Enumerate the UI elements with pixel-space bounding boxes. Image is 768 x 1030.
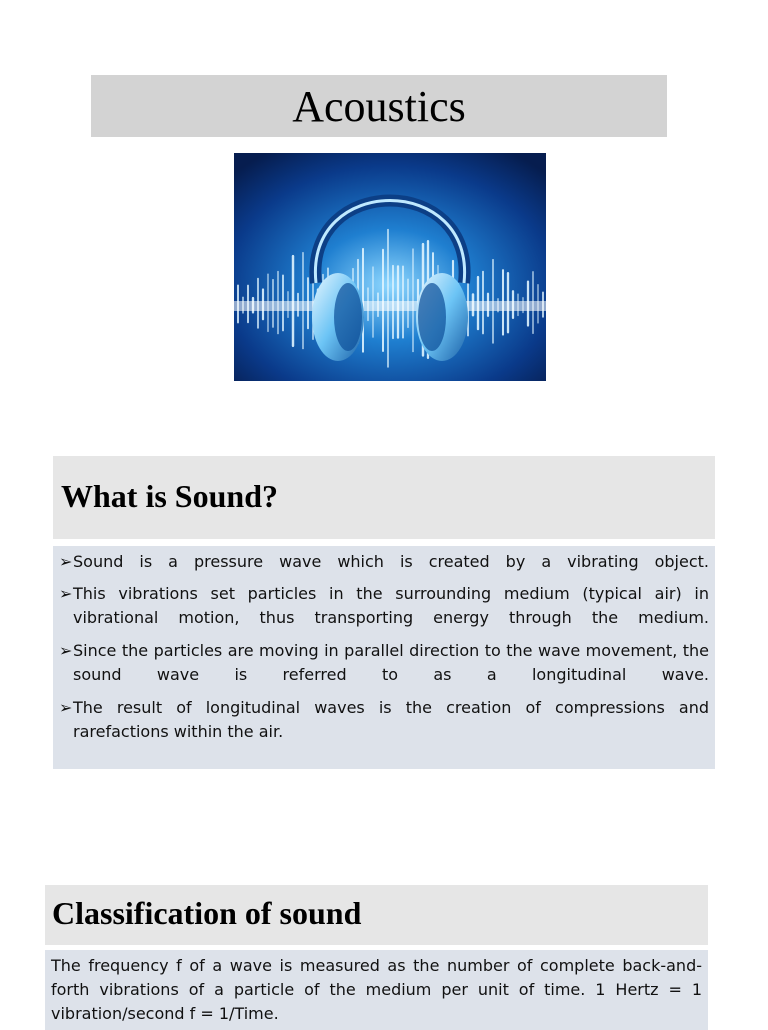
sound-bullet-list: [53, 546, 715, 769]
section-heading: What is Sound?: [61, 478, 278, 514]
title-banner: [91, 75, 667, 137]
arrow-bullet-icon: ➢: [59, 584, 73, 603]
headphones-image: [234, 153, 546, 381]
bullet-text: This vibrations set particles in the surrounding medium (typical air) in vibrational motion, thus transporting energy through the medium.: [73, 584, 709, 627]
arrow-bullet-icon: ➢: [59, 641, 73, 660]
headphones-illustration: [234, 153, 546, 381]
classification-body: [45, 950, 708, 1030]
page-title: Acoustics: [292, 81, 466, 131]
arrow-bullet-icon: ➢: [59, 698, 73, 717]
arrow-bullet-icon: ➢: [59, 552, 73, 571]
classification-paragraph: The frequency f of a wave is measured as the number of complete back-and-forth vibrations of a particle of the medium per unit of time. 1 Hertz = 1 vibration/second f = 1/Time.: [51, 956, 702, 1023]
section-header-what-is-sound: [53, 456, 715, 539]
bullet-text: The result of longitudinal waves is the creation of compressions and rarefactions within the air.: [73, 698, 709, 741]
section-header-classification: [45, 885, 708, 945]
bullet-text: Sound is a pressure wave which is created by a vibrating object.: [73, 552, 709, 571]
bullet-text: Since the particles are moving in parallel direction to the wave movement, the sound wave is referred to as a longitudinal wave.: [73, 641, 709, 684]
section-heading: Classification of sound: [52, 895, 362, 931]
list-item: [59, 696, 709, 744]
